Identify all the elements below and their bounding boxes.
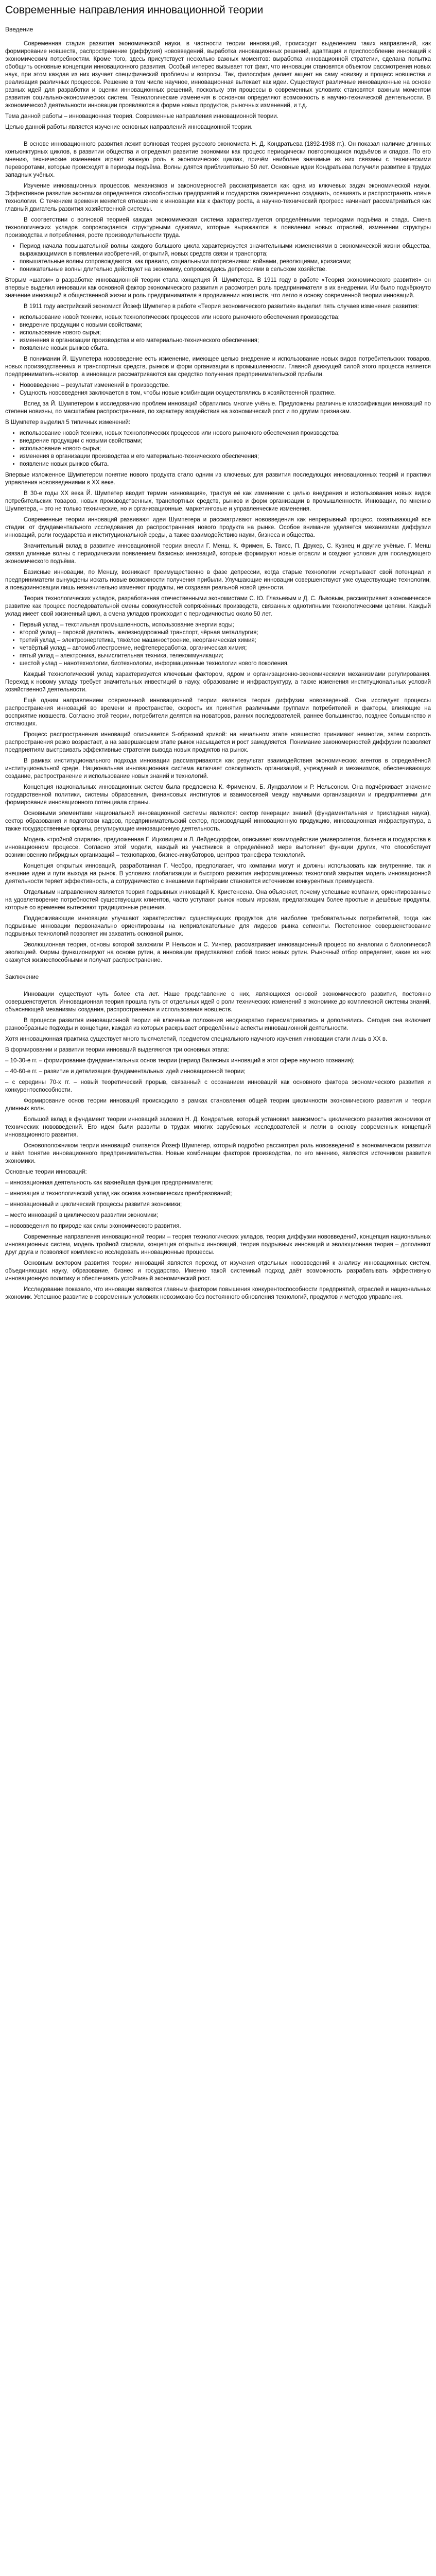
list-item: • пятый уклад – электроника, вычислительная техника, телекоммуникации;	[20, 652, 431, 660]
list-item: • шестой уклад – нанотехнологии, биотехнологии, информационные технологии нового поколения.	[20, 660, 431, 668]
page-title: Современные направления инновационной теории	[5, 4, 264, 16]
paragraph: Исследование показало, что инновации являются главным фактором повышения конкурентоспособности предприятий, отраслей и национальных экономик. Успешное развитие в современных условиях невозможно без постоянного обновления технологий, продуктов и методов управления.	[5, 1286, 431, 1300]
list-item: • изменения в организации производства и его материально-технического обеспечения;	[20, 453, 431, 461]
paragraph: Заключение	[5, 974, 39, 980]
paragraph: В Шумпетер выделил 5 типичных изменений:	[5, 419, 131, 426]
paragraph: В соответствии с волновой теорией каждая экономическая система характеризуется определёнными периодами подъёма и спада. Смена технологических укладов сопровождается структурными сдвигами, которые выражаются в появлении новых отраслей, изменении структуры производства и потребления, росте производительности труда.	[5, 217, 431, 239]
paragraph: Тема данной работы – инновационная теория. Современные направления инновационной теории.	[5, 113, 278, 120]
paragraph: Эволюционная теория, основы которой заложили Р. Нельсон и С. Уинтер, рассматривает инновационный процесс по аналогии с биологической эволюцией. Фирмы функционируют на основе рутин, а инновации представляют собой поиск новых рутин. Рыночный отбор определяет, какие из них окажутся жизнеспособными и получат распространение.	[5, 942, 431, 963]
list-item: • изменения в организации производства и его материально-технического обеспечения;	[20, 337, 431, 345]
list-item: • использование новой техники, новых технологических процессов или нового рыночного обеспечения производства;	[20, 314, 431, 321]
spacer	[5, 968, 431, 974]
paragraph: Инновации существуют чуть более ста лет. Наше представление о них, являющихся основой экономического развития, постоянно совершенствуется. Инновационная теория прошла путь от отдельных идей о роли технических изменений в экономике до комплексной системы знаний, объясняющей механизмы создания, распространения и использования новшеств.	[5, 991, 431, 1013]
list-item: • использование нового сырья;	[20, 445, 431, 453]
bullet-list	[5, 314, 431, 352]
paragraph: Изучение инновационных процессов, механизмов и закономерностей рассматривается как одна из ключевых задач экономической науки. Эффективное развитие экономики определяется способностью предприятий и государства своевременно создавать, осваивать и распространять новые технологии. С течением времени меняется отношение к инновации как к фактору роста, а научно-технический прогресс начинает рассматриваться как главный двигатель развития хозяйственной системы.	[5, 183, 431, 212]
paragraph: – 40-60-е гг. – развитие и детализация фундаментальных идей инновационной теории;	[5, 1069, 246, 1075]
paragraph: В формировании и развитии теории инноваций выделяются три основных этапа:	[5, 1047, 229, 1053]
paragraph: Основным вектором развития теории инноваций является переход от изучения отдельных нововведений к анализу инновационных систем, объединяющих науку, образование, бизнес и государство. Именно такой системный подход даёт возможность разрабатывать эффективную инновационную политику и обеспечивать устойчивый экономический рост.	[5, 1260, 431, 1282]
paragraph: Вторым «шагом» в разработке инновационной теории стала концепция Й. Шумпетера. В 1911 году в работе «Теория экономического развития» он впервые выделил инновации как основной фактор экономического развития и рассмотрел роль предпринимателя в их внедрении. Им было подчёркнуто значение инноваций в общественной жизни и роль предпринимателя в продвижении новшеств, что легло в основу современной теории инноваций.	[5, 277, 431, 299]
list-item: • использование нового сырья;	[20, 329, 431, 337]
list-item: • Период начала повышательной волны каждого большого цикла характеризуется значительными изменениями в экономической жизни общества, выражающимися в появлении изобретений, открытий, новых средств связи и транспорта;	[20, 243, 431, 258]
paragraph: – нововведения по природе как силы экономического развития.	[5, 1223, 181, 1229]
document-body	[0, 40, 436, 1301]
list-item: • Сущность нововведения заключается в том, чтобы новые комбинации осуществлялись в хозяйственной практике.	[20, 389, 431, 397]
paragraph: В процессе развития инновационной теории её ключевые положения неоднократно пересматривались и дополнялись. Сегодня она включает разнообразные подходы и концепции, каждая из которых раскрывает определённые аспекты инновационной деятельности.	[5, 1018, 431, 1031]
paragraph: Большой вклад в фундамент теории инноваций заложил Н. Д. Кондратьев, который установил зависимость циклического развития экономики от технических нововведений. Его идеи были развиты в трудах многих зарубежных исследователей и легли в основу современных концепций инновационного развития.	[5, 1116, 431, 1138]
paragraph: Основные теории инноваций:	[5, 1169, 87, 1175]
paragraph: В 30-е годы XX века Й. Шумпетер вводит термин «инновация», трактуя её как изменение с целью внедрения и использования новых видов потребительских товаров, новых производственных, транспортных средств, рынков и форм организации в промышленности. Инновации, по мнению Шумпетера, – это не только технические, но и организационные, маркетинговые и управленческие изменения.	[5, 490, 431, 512]
paragraph: Вслед за Й. Шумпетером к исследованию проблем инноваций обратились многие учёные. Предложены различные классификации инноваций по степени новизны, по масштабам распространения, по характеру воздействия на экономический рост и по другим признакам.	[5, 401, 431, 415]
list-item: • появление новых рынков сбыта.	[20, 345, 431, 352]
paragraph: Основными элементами национальной инновационной системы являются: сектор генерации знаний (фундаментальная и прикладная наука), сектор образования и подготовки кадров, предпринимательский сектор, производящий инновационную продукцию, инновационная инфраструктура, а также государственные органы, регулирующие инновационную деятельность.	[5, 810, 431, 832]
paragraph: Ещё одним направлением современной инновационной теории является теория диффузии нововведений. Она исследует процессы распространения инноваций во времени и пространстве, скорость их принятия различными группами потребителей и факторы, влияющие на восприятие новшеств. Согласно этой теории, потребители делятся на новаторов, ранних последователей, раннее большинство, позднее большинство и отстающих.	[5, 698, 431, 727]
paragraph: Современные направления инновационной теории – теория технологических укладов, теория диффузии нововведений, концепция национальных инновационных систем, модель тройной спирали, концепция открытых инноваций, теория подрывных инноваций и эволюционная теория – дополняют друг друга и позволяют комплексно исследовать инновационные процессы.	[5, 1234, 431, 1256]
list-item: • Первый уклад – текстильная промышленность, использование энергии воды;	[20, 621, 431, 629]
paragraph: – место инноваций в циклическом развитии экономики;	[5, 1212, 159, 1218]
paragraph: Значительный вклад в развитие инновационной теории внесли Г. Менш, К. Фримен, Б. Твисс, П. Друкер, С. Кузнец и другие учёные. Г. Менш связал длинные волны с периодическим появлением базисных инноваций, которые формируют новые отрасли и создают условия для последующего экономического подъёма.	[5, 543, 431, 565]
list-item: • появление новых рынков сбыта.	[20, 461, 431, 468]
paragraph: Концепция национальных инновационных систем была предложена К. Фрименом, Б. Лундваллом и Р. Нельсоном. Она подчёркивает значение государственной политики, системы образования, финансовых институтов и взаимосвязей между научными организациями и предприятиями для формирования инновационного потенциала страны.	[5, 784, 431, 806]
paragraph: – с середины 70-х гг. – новый теоретический прорыв, связанный с осознанием инноваций как основного фактора экономического развития и конкурентоспособности.	[5, 1079, 431, 1093]
paragraph: В основе инновационного развития лежит волновая теория русского экономиста Н. Д. Кондратьева (1892-1938 гг.). Он показал наличие длинных конъюнктурных циклов, в развитии общества и определил развитие экономики как процесс периодически повторяющихся подъёмов и спадов. По его мнению, технические изменения играют важную роль в экономических циклах, причём наиболее значимые из них связаны с техническими переворотами, которые происходят в периоды подъёма. Волны длятся приблизительно 50 лет. Основные идеи Кондратьева получили развитие в трудах западных учёных.	[5, 141, 431, 178]
paragraph: Процесс распространения инноваций описывается S-образной кривой: на начальном этапе новшество принимают немногие, затем скорость распространения резко возрастает, а на завершающем этапе рынок насыщается и рост замедляется. Понимание закономерностей диффузии позволяет предприятиям выстраивать эффективные стратегии вывода новых продуктов на рынок.	[5, 732, 431, 753]
paragraph: Формирование основ теории инноваций происходило в рамках становления общей теории цикличности экономического развития и теории длинных волн.	[5, 1098, 431, 1112]
paragraph: В понимании Й. Шумпетера нововведение есть изменение, имеющее целью внедрение и использование новых видов потребительских товаров, новых производственных и транспортных средств, рынков и форм организации в промышленности. Главной движущей силой этого процесса является предприниматель-новатор, а инновации рассматриваются как средство получения предпринимательской прибыли.	[5, 356, 431, 378]
paragraph: Целью данной работы является изучение основных направлений инновационной теории.	[5, 124, 253, 130]
paragraph: Теория технологических укладов, разработанная отечественными экономистами С. Ю. Глазьевым и Д. С. Львовым, рассматривает экономическое развитие как процесс последовательной смены совокупностей сопряжённых производств, связанных однотипными технологическими цепями. Каждый уклад имеет свой жизненный цикл, а смена укладов происходит с периодичностью около 50 лет.	[5, 596, 431, 617]
paragraph: Отдельным направлением является теория подрывных инноваций К. Кристенсена. Она объясняет, почему успешные компании, ориентированные на удовлетворение потребностей существующих клиентов, часто уступают рынок новым игрокам, предлагающим более простые и дешёвые продукты, которые со временем вытесняют традиционные решения.	[5, 889, 431, 911]
list-item: • повышательные волны сопровождаются, как правило, социальными потрясениями: войнами, революциями, кризисами;	[20, 258, 431, 266]
paragraph: Современные теории инноваций развивают идеи Шумпетера и рассматривают нововведения как непрерывный процесс, охватывающий все стадии: от фундаментального исследования до распространения нового продукта на рынке. Особое внимание уделяется механизмам диффузии инноваций, роли государства и институциональной среды, а также взаимодействию науки, бизнеса и общества.	[5, 517, 431, 538]
list-item: • внедрение продукции с новыми свойствами;	[20, 321, 431, 329]
list-item: • второй уклад – паровой двигатель, железнодорожный транспорт, чёрная металлургия;	[20, 629, 431, 637]
list-item: • внедрение продукции с новыми свойствами;	[20, 437, 431, 445]
list-item: • четвёртый уклад – автомобилестроение, нефтепереработка, органическая химия;	[20, 645, 431, 652]
list-item: • третий уклад – электроэнергетика, тяжёлое машиностроение, неорганическая химия;	[20, 637, 431, 645]
paragraph: – 10-30-е гг. – формирование фундаментальных основ теории (период Валесных инноваций в этот сфере научного познания);	[5, 1058, 355, 1064]
paragraph: Концепция открытых инноваций, разработанная Г. Чесбро, предполагает, что компании могут и должны использовать как внутренние, так и внешние идеи и пути выхода на рынок. В условиях глобализации и быстрого развития информационных технологий закрытая модель инновационной деятельности теряет эффективность, а сотрудничество с внешними партнёрами становится источником конкурентных преимуществ.	[5, 863, 431, 885]
bullet-list	[5, 621, 431, 668]
paragraph: Модель «тройной спирали», предложенная Г. Ицковицем и Л. Лейдесдорфом, описывает взаимодействие университетов, бизнеса и государства в инновационном процессе. Согласно этой модели, каждый из участников в определённой мере выполняет функции других, что способствует возникновению гибридных организаций – технопарков, бизнес-инкубаторов, центров трансфера технологий.	[5, 837, 431, 858]
spacer	[5, 134, 431, 141]
bullet-list	[5, 430, 431, 468]
paragraph: Основоположником теории инноваций считается Йозеф Шумпетер, который подробно рассмотрел роль нововведений в экономическом развитии и ввёл понятие инновационного предпринимательства. Новые комбинации факторов производства, по его мнению, являются источником развития экономики.	[5, 1143, 431, 1164]
paragraph: Базисные инновации, по Меншу, возникают преимущественно в фазе депрессии, когда старые технологии исчерпывают свой потенциал и предприниматели вынуждены искать новые возможности получения прибыли. Улучшающие инновации совершенствуют уже существующие технологии, а псевдоинновации лишь незначительно изменяют продукты, не создавая реальной новой ценности.	[5, 569, 431, 591]
bullet-list	[5, 382, 431, 397]
list-item: • использование новой техники, новых технологических процессов или нового рыночного обеспечения производства;	[20, 430, 431, 437]
paragraph: – инновационный и циклический процессы развития экономики;	[5, 1201, 182, 1208]
list-item: • Нововведение – результат изменений в производстве.	[20, 382, 431, 389]
paragraph: В рамках институционального подхода инновации рассматриваются как результат взаимодействия экономических агентов в определённой институциональной среде. Национальная инновационная система включает совокупность организаций, учреждений и механизмов, обеспечивающих создание, распространение и использование новых знаний и технологий.	[5, 758, 431, 779]
spacer	[5, 985, 431, 991]
paragraph: Хотя инновационная практика существует много тысячелетий, предметом специального научного изучения инновации стали лишь в XX в.	[5, 1036, 388, 1042]
paragraph: – инновация и технологический уклад как основа экономических преобразований;	[5, 1191, 232, 1197]
paragraph: Впервые изложенное Шумпетером понятие нового продукта стало одним из ключевых для развития последующих инновационных теорий и практики управления нововведениями в XX веке.	[5, 472, 431, 486]
paragraph: Каждый технологический уклад характеризуется ключевым фактором, ядром и организационно-экономическими механизмами регулирования. Переход к новому укладу требует значительных инвестиций в науку, образование и инфраструктуру, а также изменения институциональных условий хозяйственной деятельности.	[5, 671, 431, 693]
paragraph: Современная стадия развития экономической науки, в частности теории инноваций, происходит выделением таких направлений, как формирование новшеств, распространение (диффузия) нововведений, выработка инновационных решений, адаптация и приспособление инноваций к экономическим потребностям. Кроме того, здесь присутствует несколько важных моментов: выработка инновационной стратегии, сделана попытка обобщить основные концепции инновационного развития. Особый интерес вызывает тот факт, что инновации становятся объектом рассмотрения новых наук, при этом каждая из них изучает специфический проблемы и вопросы. Так, философия делает акцент на саму новизну и процесс новшества и реализация различных процессов. Решение в том числе научное, инновационная вытекает как идеи. Существуют различные инновационные на основе разных идей для разработки и оценки инновационных решений, поскольку эти процессы в современных условиях становятся важным моментом развития социально-экономических систем. Технологические изменения в основном определяют возможность в научно-технической деятельности. В экономической деятельности инновации проявляются в форме новых продуктов, рыночных изменений, и т.д.	[5, 41, 431, 109]
paragraph: В 1911 году австрийский экономист Йозеф Шумпетер в работе «Теория экономического развития» выделил пять случаев изменения развития:	[24, 303, 419, 310]
intro-heading: Введение	[5, 26, 33, 33]
paragraph: – инновационная деятельность как важнейшая функция предпринимателя;	[5, 1180, 213, 1186]
list-item: • понижательные волны длительно действуют на экономику, сопровождаясь депрессиями в сельском хозяйстве.	[20, 266, 431, 274]
paragraph: Поддерживающие инновации улучшают характеристики существующих продуктов для наиболее требовательных потребителей, тогда как подрывные инновации первоначально ориентированы на непривлекательные для лидеров рынка сегменты. Постепенное совершенствование подрывных технологий позволяет им захватить основной рынок.	[5, 916, 431, 937]
bullet-list	[5, 243, 431, 274]
